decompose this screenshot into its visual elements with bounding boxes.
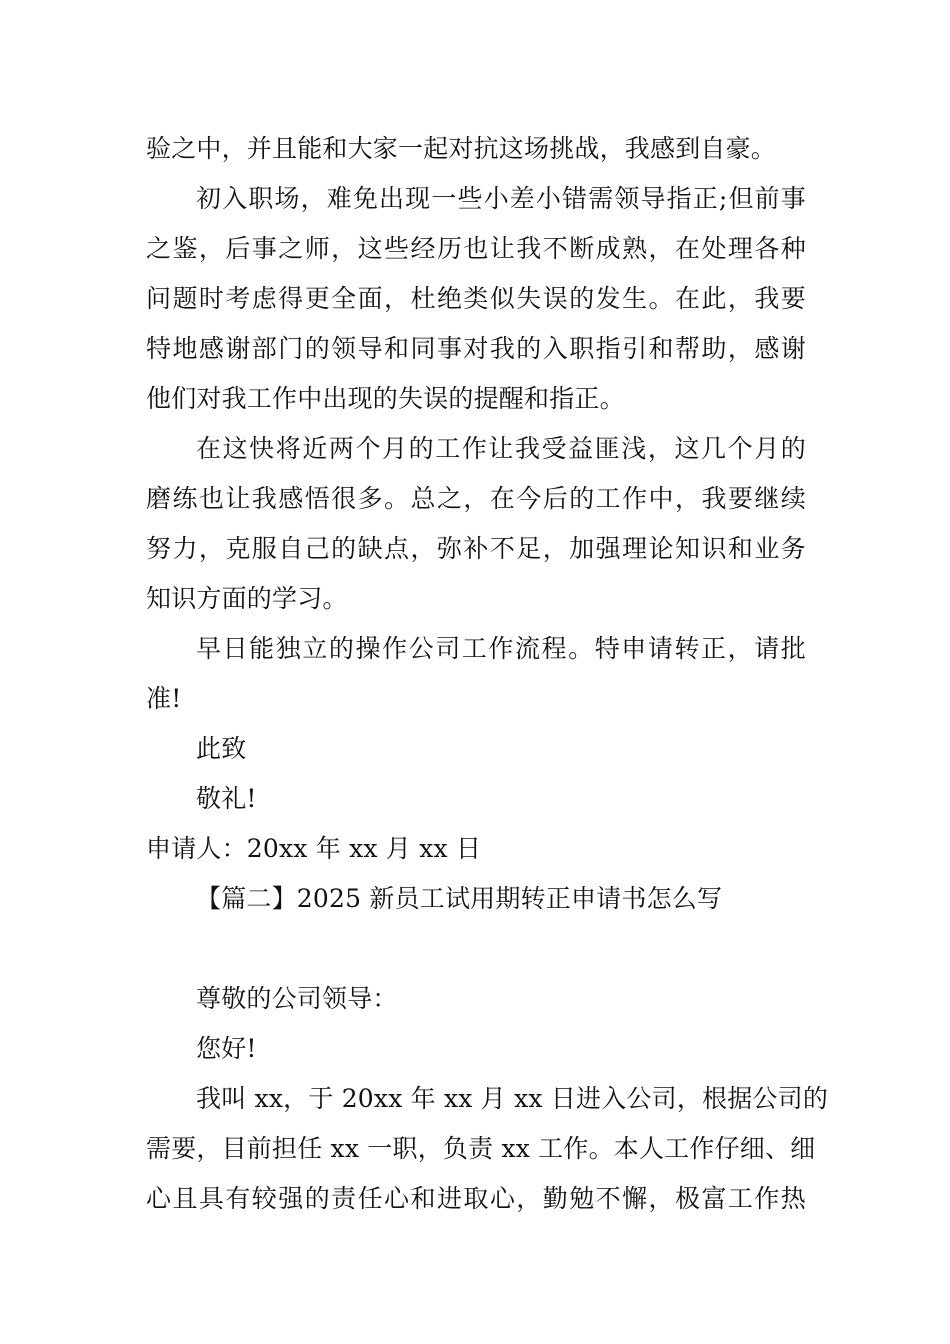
paragraph-line: 需要，目前担任 xx 一职，负责 xx 工作。本人工作仔细、细 — [146, 1134, 816, 1163]
paragraph-line: 初入职场，难免出现一些小差小错需领导指正;但前事 — [196, 184, 806, 213]
section-heading: 【篇二】2025 新员工试用期转正申请书怎么写 — [196, 884, 723, 913]
closing-regards: 敬礼! — [196, 784, 257, 813]
paragraph-line: 努力，克服自己的缺点，弥补不足，加强理论知识和业务 — [146, 534, 806, 563]
paragraph-line: 问题时考虑得更全面，杜绝类似失误的发生。在此，我要 — [146, 284, 806, 313]
paragraph-line: 验之中，并且能和大家一起对抗这场挑战，我感到自豪。 — [146, 134, 777, 163]
paragraph-line: 心且具有较强的责任心和进取心，勤勉不懈，极富工作热 — [146, 1184, 806, 1213]
closing-salutation: 此致 — [196, 734, 247, 763]
greeting-recipient: 尊敬的公司领导： — [196, 984, 398, 1013]
paragraph-line: 知识方面的学习。 — [146, 584, 348, 613]
paragraph-line: 之鉴，后事之师，这些经历也让我不断成熟，在处理各种 — [146, 234, 806, 263]
paragraph-line: 准! — [146, 684, 182, 713]
paragraph-line: 早日能独立的操作公司工作流程。特申请转正，请批 — [196, 634, 806, 663]
applicant-signature-line: 申请人：20xx 年 xx 月 xx 日 — [146, 834, 482, 863]
paragraph-line: 磨练也让我感悟很多。总之，在今后的工作中，我要继续 — [146, 484, 806, 513]
paragraph-line: 特地感谢部门的领导和同事对我的入职指引和帮助，感谢 — [146, 334, 806, 363]
paragraph-line: 我叫 xx，于 20xx 年 xx 月 xx 日进入公司，根据公司的 — [196, 1084, 829, 1113]
paragraph-line: 他们对我工作中出现的失误的提醒和指正。 — [146, 384, 625, 413]
greeting: 您好! — [196, 1034, 257, 1063]
paragraph-line: 在这快将近两个月的工作让我受益匪浅，这几个月的 — [196, 434, 806, 463]
